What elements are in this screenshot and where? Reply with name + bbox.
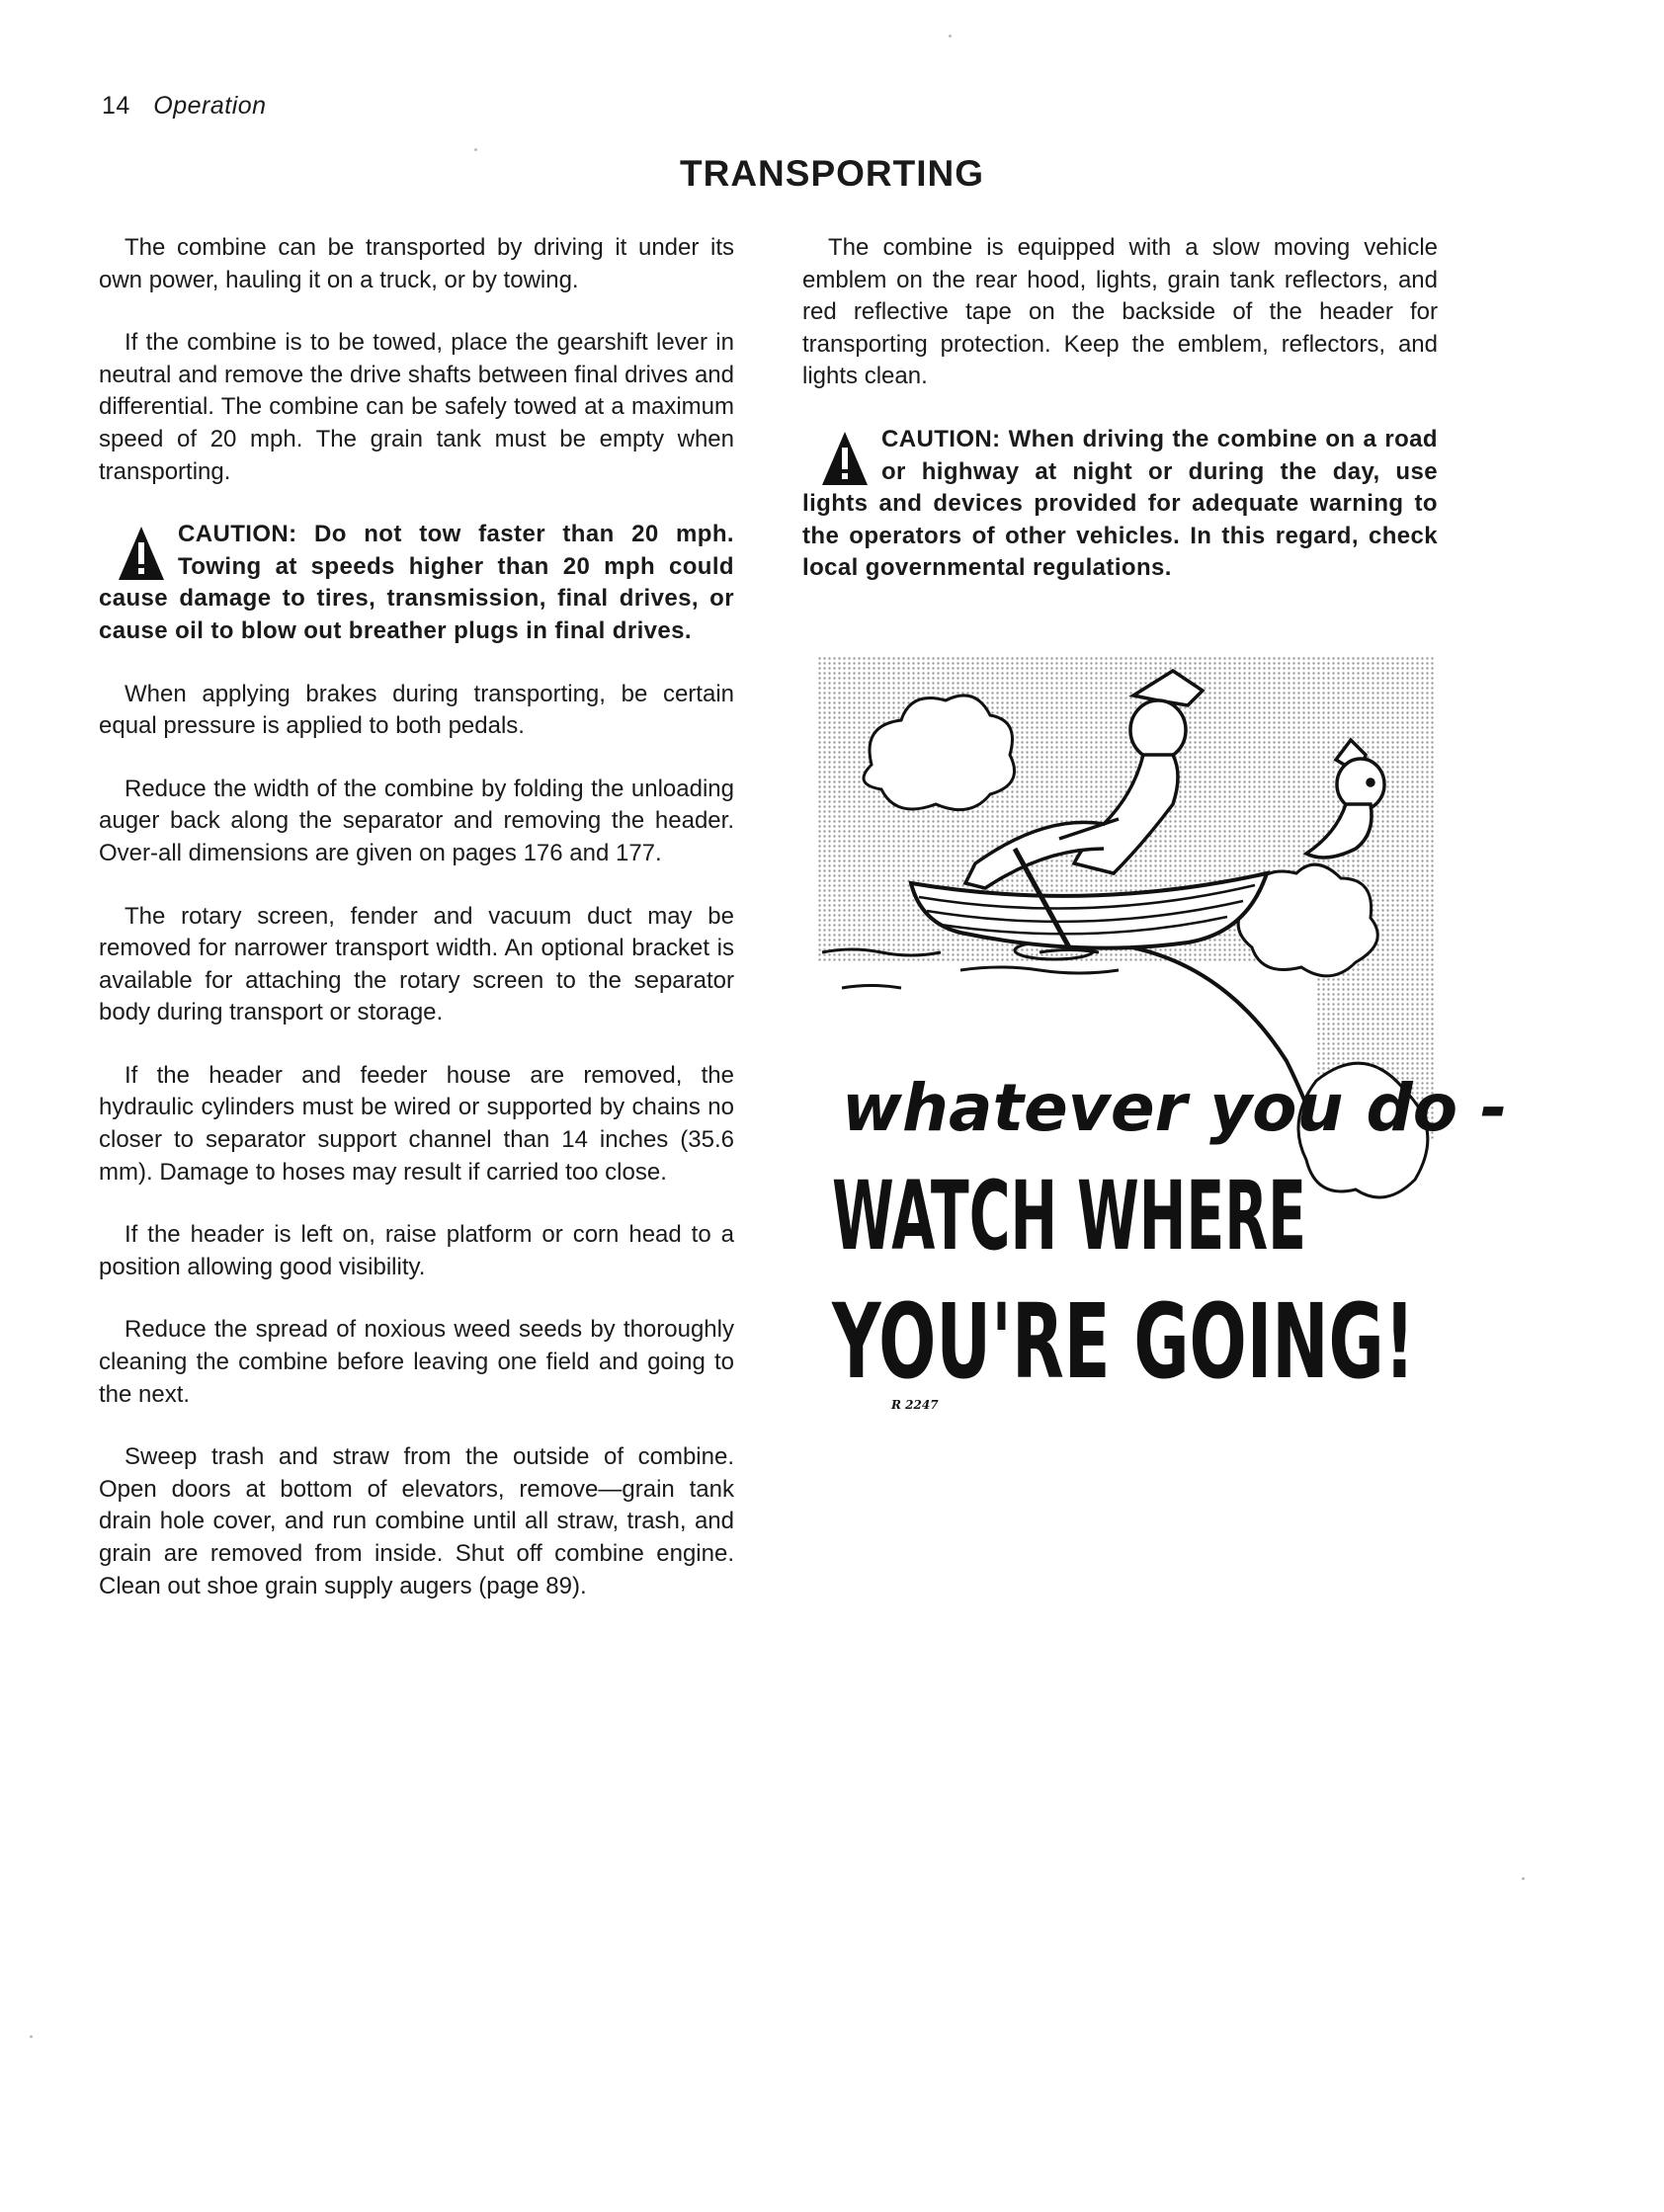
section-name: Operation [153,92,267,120]
paragraph: Sweep trash and straw from the outside of combine. Open doors at bottom of elevators, remove—grain tank drain hole cover, and run combine until all straw, trash, and grain are removed from inside. Shut off combine engine. Clean out shoe grain supply augers (page 89). [99,1443,734,1599]
warning-triangle-icon [820,430,870,487]
scan-speck [30,2035,33,2038]
paragraph: The combine can be transported by driving it under its own power, hauling it on a truck, or by towing. [99,234,734,293]
caution-note [802,424,1438,585]
caution-text: CAUTION: Do not tow faster than 20 mph. Towing at speeds higher than 20 mph could cause damage to tires, transmission, final drives, or cause oil to blow out breather plugs in final drives. [99,521,734,644]
poster-line-2: WATCH WHERE [832,1161,1306,1271]
paragraph: If the combine is to be towed, place the gearshift lever in neutral and remove the drive shafts between final drives and differential. The combine can be safely towed at a maximum speed of 20 mph. The grain tank must be empty when transporting. [99,329,734,485]
caution-note [99,519,734,647]
poster-illustration [802,656,1508,1427]
poster-line-3: YOU'RE GOING! [830,1281,1415,1402]
left-column [99,232,734,1633]
paragraph: The combine is equipped with a slow moving vehicle emblem on the rear hood, lights, grain tank reflectors, and red reflective tape on the backside of the header for transporting protection. Keep the emblem, reflectors, and lights clean. [802,234,1438,390]
paragraph: If the header is left on, raise platform or corn head to a position allowing good visibility. [99,1221,734,1280]
scan-speck [474,148,477,151]
paragraph: Reduce the spread of noxious weed seeds by thoroughly cleaning the combine before leaving one field and going to the next. [99,1316,734,1408]
safety-poster [802,656,1508,1427]
paragraph: If the header and feeder house are removed, the hydraulic cylinders must be wired or supported by chains no closer to separator support channel than 14 inches (35.6 mm). Damage to hoses may result if carried too close. [99,1061,734,1186]
poster-code: R 2247 [891,1398,939,1412]
warning-triangle-icon [117,525,166,582]
right-column [802,232,1438,615]
scan-speck [1522,1877,1525,1880]
page-title: TRANSPORTING [680,153,984,194]
paragraph: The rotary screen, fender and vacuum duct may be removed for narrower transport width. An optional bracket is available for attaching the rotary screen to the separator body during transport or storage. [99,902,734,1026]
poster-line-1: whatever you do - [842,1070,1508,1146]
scan-speck [949,35,952,38]
page-number: 14 [102,92,130,120]
paragraph: When applying brakes during transporting, be certain equal pressure is applied to both pedals. [99,680,734,740]
paragraph: Reduce the width of the combine by folding the unloading auger back along the separator and removing the header. Over-all dimensions are given on pages 176 and 177. [99,775,734,866]
page-header [102,92,267,121]
caution-text: CAUTION: When driving the combine on a road or highway at night or during the day, use lights and devices provided for adequate warning to the operators of other vehicles. In this regard, check local governmental regulations. [802,425,1438,582]
